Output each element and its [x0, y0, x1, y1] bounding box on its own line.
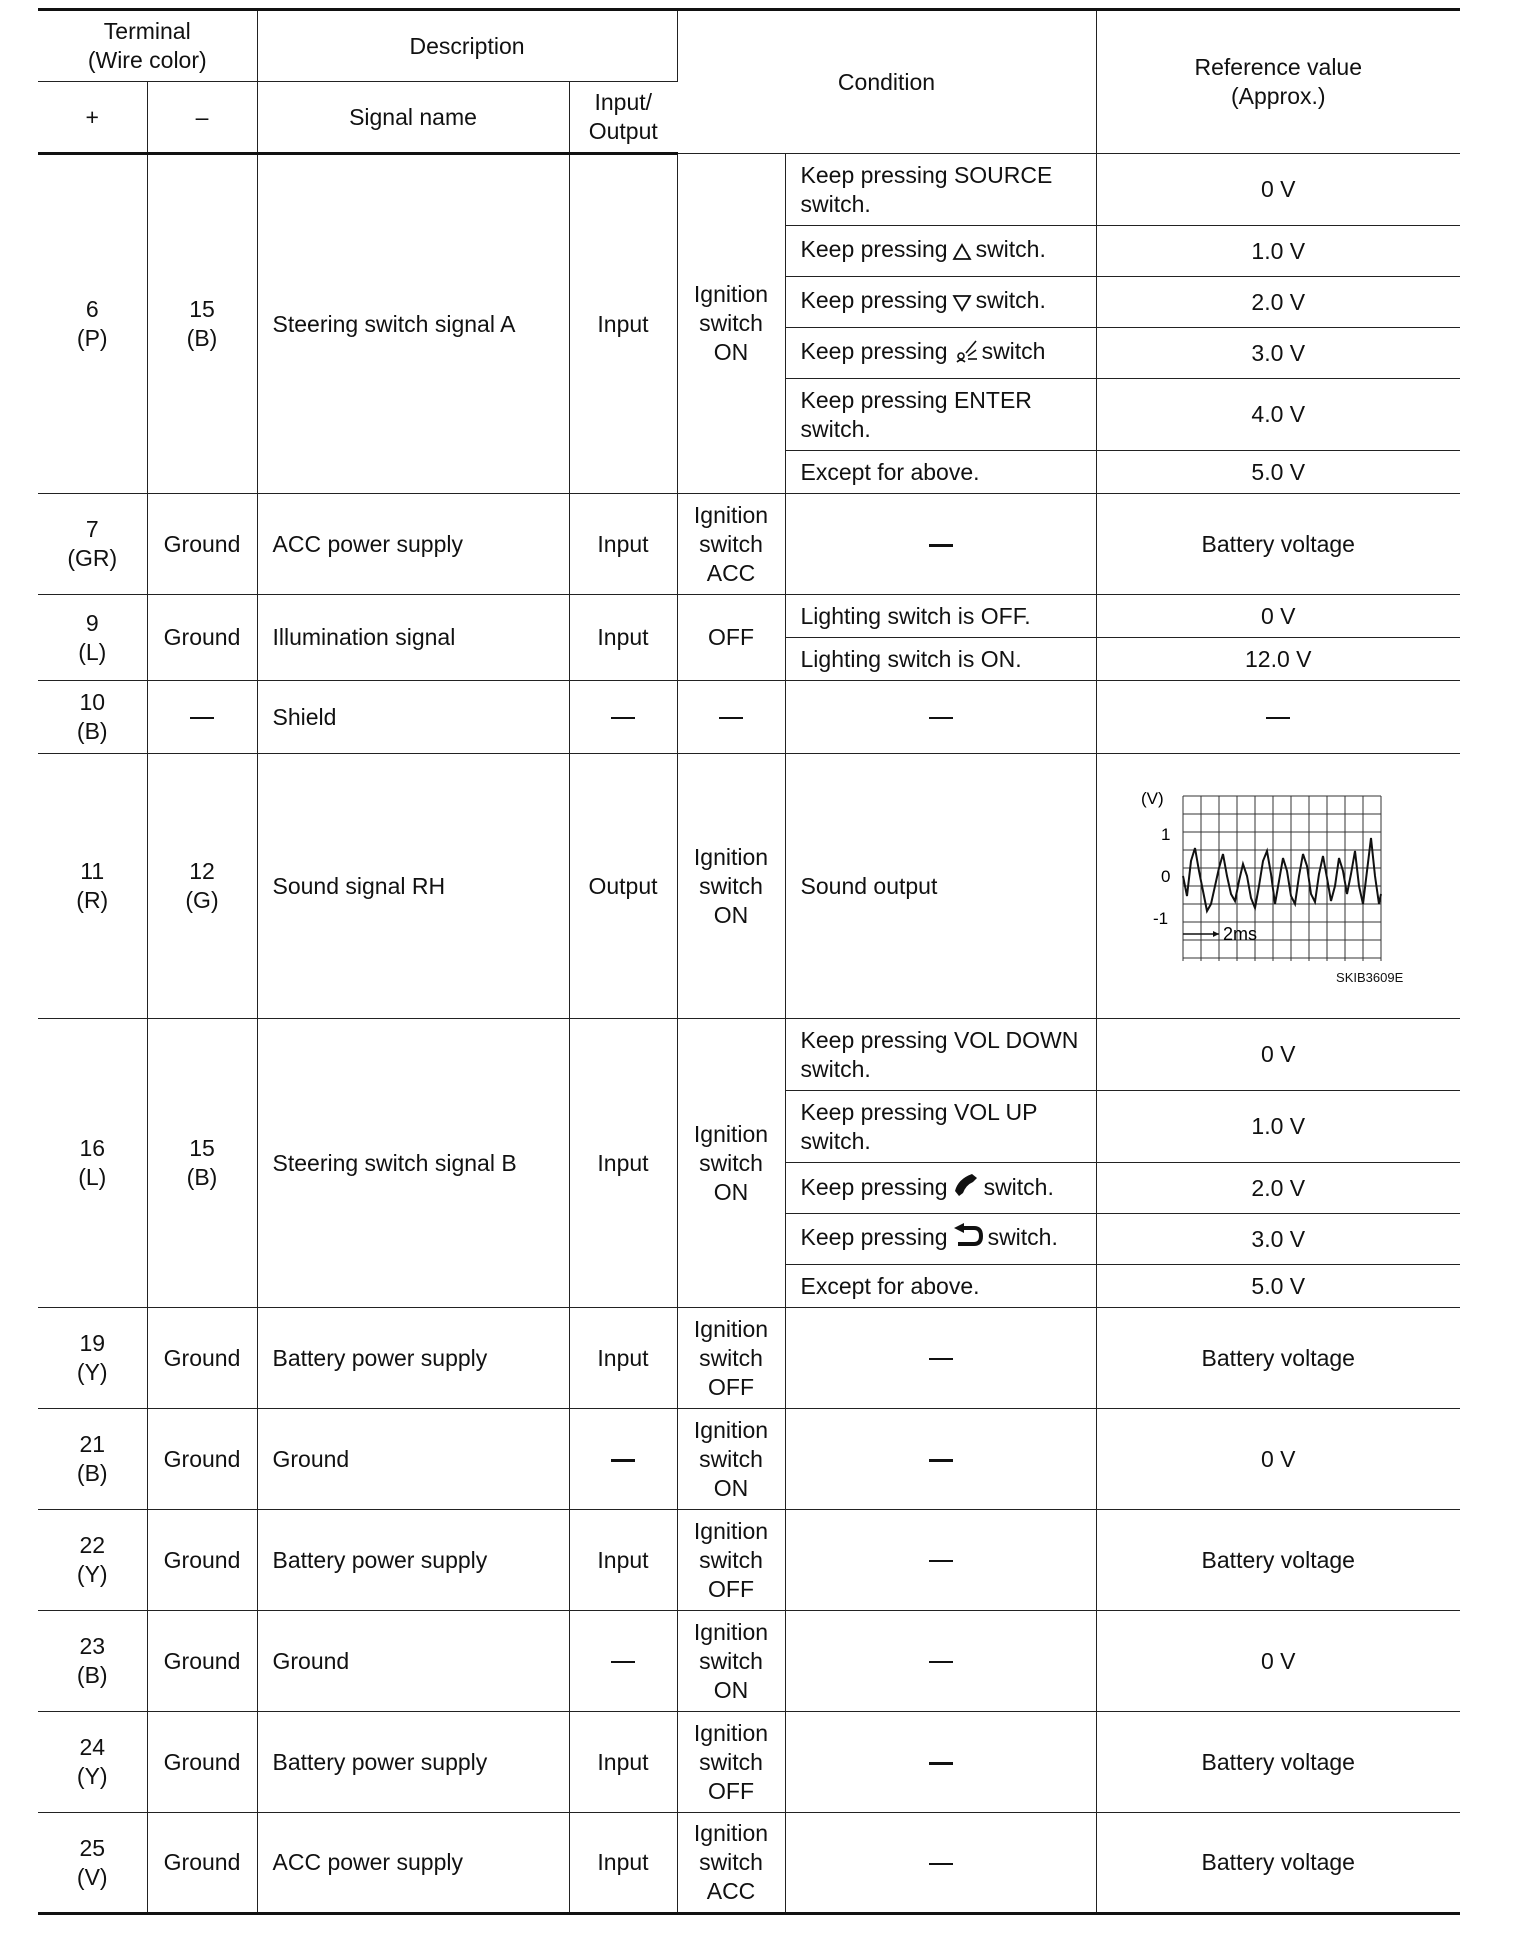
condition-detail [785, 1611, 1096, 1712]
signal-name: Battery power supply [257, 1712, 569, 1813]
terminal-minus: Ground [147, 595, 257, 681]
terminal-minus: Ground [147, 1510, 257, 1611]
condition-main: Ignition switch ON [677, 1409, 785, 1510]
condition-detail [785, 494, 1096, 595]
input-output: Input [569, 494, 677, 595]
condition-detail: Lighting switch is OFF. [785, 595, 1096, 638]
terminal-plus: 19 (Y) [38, 1308, 147, 1409]
reference-value: 0 V [1096, 1019, 1460, 1091]
input-output: Input [569, 1813, 677, 1914]
input-output: Input [569, 154, 677, 494]
condition-detail: Keep pressing SOURCE switch. [785, 154, 1096, 226]
reference-value: 3.0 V [1096, 328, 1460, 379]
condition-main: Ignition switch ON [677, 154, 785, 494]
signal-name: Illumination signal [257, 595, 569, 681]
reference-value [1096, 681, 1460, 754]
condition-text: switch. [987, 1223, 1058, 1250]
dash [929, 1661, 953, 1663]
reference-value: Battery voltage [1096, 1712, 1460, 1813]
input-output [569, 681, 677, 754]
waveform-tick-neg1: -1 [1153, 909, 1169, 928]
terminal-minus: 15 (B) [147, 154, 257, 494]
condition-detail: Except for above. [785, 1265, 1096, 1308]
condition-text: Keep pressing [800, 1223, 948, 1250]
terminal-minus: 12 (G) [147, 754, 257, 1019]
condition-text: switch [981, 337, 1046, 364]
reference-value: 5.0 V [1096, 451, 1460, 494]
condition-main: Ignition switch OFF [677, 1510, 785, 1611]
waveform-time-label: 2ms [1223, 924, 1258, 944]
waveform-unit: (V) [1141, 789, 1164, 808]
input-output: Input [569, 1019, 677, 1308]
signal-name: Battery power supply [257, 1308, 569, 1409]
header-signal-name: Signal name [257, 82, 569, 154]
terminal-plus: 10 (B) [38, 681, 147, 754]
condition-main: Ignition switch ACC [677, 1813, 785, 1914]
condition-text: Keep pressing [800, 1173, 948, 1200]
sound-waveform [1133, 776, 1423, 996]
terminal-minus: Ground [147, 1409, 257, 1510]
terminal-plus: 21 (B) [38, 1409, 147, 1510]
condition-text: switch. [975, 286, 1046, 313]
condition-detail [785, 328, 1096, 379]
reference-value: Battery voltage [1096, 1510, 1460, 1611]
reference-value: 1.0 V [1096, 1091, 1460, 1163]
condition-main: OFF [677, 595, 785, 681]
terminal-plus: 25 (V) [38, 1813, 147, 1914]
input-output: Input [569, 1712, 677, 1813]
header-reference-value: Reference value (Approx.) [1096, 10, 1460, 154]
terminal-plus: 24 (Y) [38, 1712, 147, 1813]
condition-detail: Keep pressing VOL UP switch. [785, 1091, 1096, 1163]
signal-name: Battery power supply [257, 1510, 569, 1611]
signal-name: Shield [257, 681, 569, 754]
signal-name: Sound signal RH [257, 754, 569, 1019]
condition-detail [785, 1214, 1096, 1265]
condition-detail: Sound output [785, 754, 1096, 1019]
header-minus: – [147, 82, 257, 154]
terminal-minus [147, 681, 257, 754]
input-output [569, 1409, 677, 1510]
condition-detail [785, 277, 1096, 328]
back-arrow-icon [952, 1223, 984, 1256]
condition-detail [785, 1409, 1096, 1510]
dash [929, 1863, 953, 1865]
reference-value: 12.0 V [1096, 638, 1460, 681]
reference-value: 0 V [1096, 595, 1460, 638]
condition-main: Ignition switch ON [677, 754, 785, 1019]
dash [611, 1459, 635, 1462]
condition-main: Ignition switch ON [677, 1019, 785, 1308]
header-terminal: Terminal (Wire color) [38, 10, 257, 82]
input-output: Input [569, 595, 677, 681]
condition-detail [785, 681, 1096, 754]
reference-value: 3.0 V [1096, 1214, 1460, 1265]
dash [929, 1459, 953, 1462]
reference-value: 0 V [1096, 1611, 1460, 1712]
triangle-up-icon [952, 239, 972, 268]
input-output [569, 1611, 677, 1712]
reference-value: 2.0 V [1096, 1163, 1460, 1214]
condition-detail: Except for above. [785, 451, 1096, 494]
dash [190, 717, 214, 719]
reference-value: 1.0 V [1096, 226, 1460, 277]
figure-code: SKIB3609E [1336, 970, 1404, 985]
condition-text: switch. [975, 235, 1046, 262]
condition-detail: Lighting switch is ON. [785, 638, 1096, 681]
reference-value [1096, 754, 1460, 1019]
terminal-minus: Ground [147, 494, 257, 595]
terminal-reference-table-page [38, 8, 1460, 1915]
header-description: Description [257, 10, 677, 82]
dash [929, 1762, 953, 1765]
signal-name: Ground [257, 1409, 569, 1510]
dash [1266, 717, 1290, 719]
terminal-plus: 23 (B) [38, 1611, 147, 1712]
terminal-minus: Ground [147, 1712, 257, 1813]
terminal-plus: 7 (GR) [38, 494, 147, 595]
terminal-minus: Ground [147, 1813, 257, 1914]
terminal-reference-table [38, 8, 1460, 1915]
reference-value: Battery voltage [1096, 1813, 1460, 1914]
reference-value: Battery voltage [1096, 494, 1460, 595]
condition-detail: Keep pressing ENTER switch. [785, 379, 1096, 451]
dash [929, 544, 953, 547]
reference-value: 2.0 V [1096, 277, 1460, 328]
condition-main: Ignition switch ACC [677, 494, 785, 595]
terminal-minus: 15 (B) [147, 1019, 257, 1308]
dash [929, 1560, 953, 1562]
condition-detail [785, 1712, 1096, 1813]
condition-detail [785, 1510, 1096, 1611]
condition-text: Keep pressing [800, 337, 948, 364]
condition-detail: Keep pressing VOL DOWN switch. [785, 1019, 1096, 1091]
terminal-plus: 22 (Y) [38, 1510, 147, 1611]
signal-name: Ground [257, 1611, 569, 1712]
terminal-plus: 6 (P) [38, 154, 147, 494]
input-output: Output [569, 754, 677, 1019]
reference-value: Battery voltage [1096, 1308, 1460, 1409]
condition-text: switch. [983, 1173, 1054, 1200]
condition-text: Keep pressing [800, 235, 948, 262]
dash [719, 717, 743, 719]
voice-talk-icon [952, 337, 978, 370]
condition-text: Keep pressing [800, 286, 948, 313]
reference-value: 0 V [1096, 1409, 1460, 1510]
condition-main: Ignition switch ON [677, 1611, 785, 1712]
condition-main [677, 681, 785, 754]
header-condition: Condition [677, 10, 1096, 154]
reference-value: 5.0 V [1096, 1265, 1460, 1308]
signal-name: ACC power supply [257, 1813, 569, 1914]
signal-name: Steering switch signal A [257, 154, 569, 494]
input-output: Input [569, 1308, 677, 1409]
signal-name: ACC power supply [257, 494, 569, 595]
header-plus: + [38, 82, 147, 154]
terminal-minus: Ground [147, 1611, 257, 1712]
condition-main: Ignition switch OFF [677, 1712, 785, 1813]
input-output: Input [569, 1510, 677, 1611]
reference-value: 0 V [1096, 154, 1460, 226]
terminal-plus: 11 (R) [38, 754, 147, 1019]
reference-value: 4.0 V [1096, 379, 1460, 451]
condition-main: Ignition switch OFF [677, 1308, 785, 1409]
waveform-tick-1: 1 [1161, 825, 1171, 844]
dash [611, 717, 635, 719]
condition-detail [785, 1813, 1096, 1914]
condition-detail [785, 1163, 1096, 1214]
terminal-plus: 16 (L) [38, 1019, 147, 1308]
condition-detail [785, 226, 1096, 277]
phone-icon [952, 1171, 980, 1206]
dash [929, 1358, 953, 1360]
condition-detail [785, 1308, 1096, 1409]
dash [611, 1661, 635, 1663]
terminal-plus: 9 (L) [38, 595, 147, 681]
terminal-minus: Ground [147, 1308, 257, 1409]
waveform-tick-0: 0 [1161, 867, 1171, 886]
signal-name: Steering switch signal B [257, 1019, 569, 1308]
dash [929, 717, 953, 719]
header-input-output: Input/ Output [569, 82, 677, 154]
triangle-down-icon [952, 290, 972, 319]
